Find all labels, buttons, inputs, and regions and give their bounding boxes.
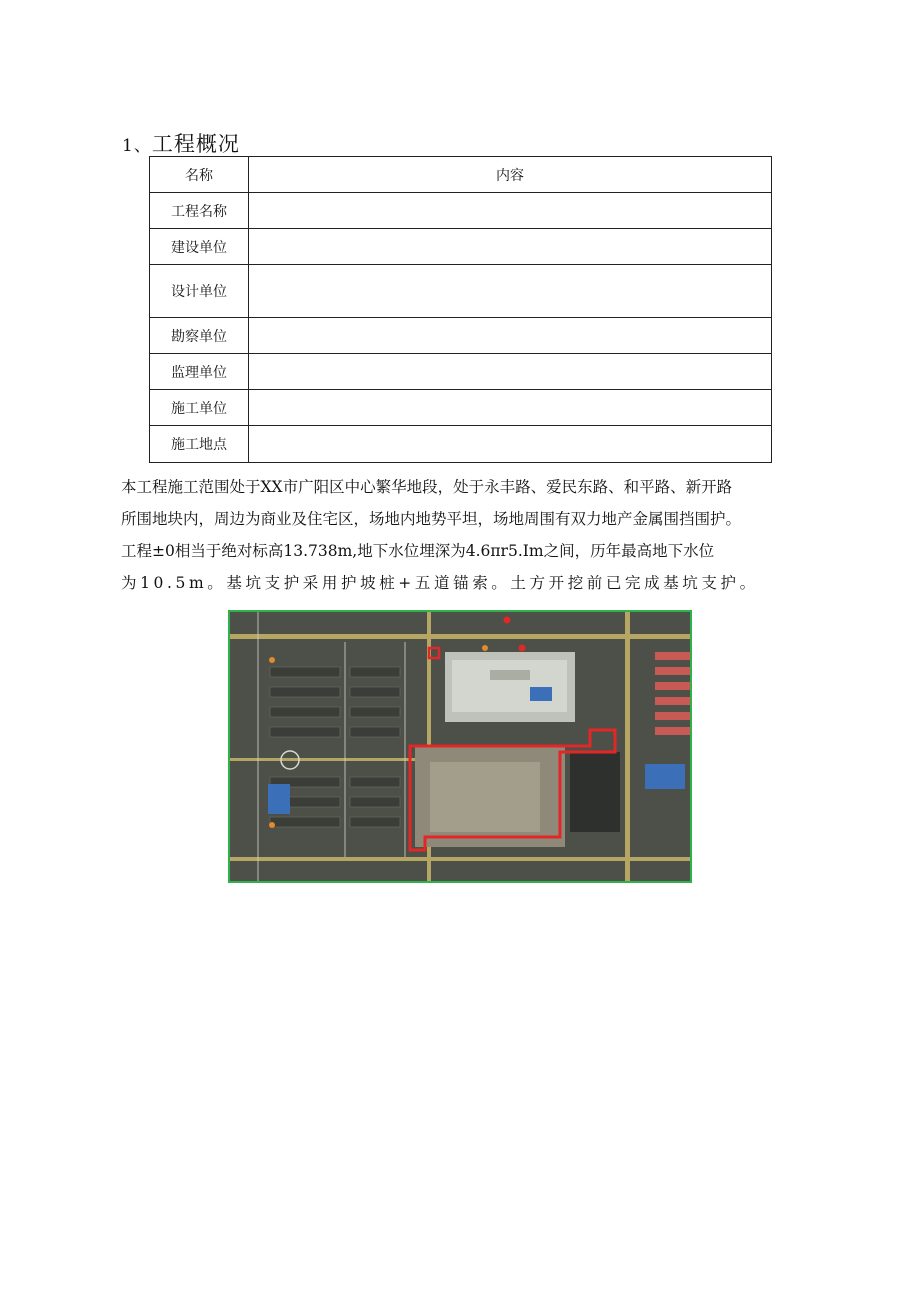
description-line: 为10.5m。基坑支护采用护坡桩+五道锚索。土方开挖前已完成基坑支护。 [121, 574, 759, 592]
row-label: 施工单位 [150, 390, 249, 426]
table-row [150, 193, 772, 229]
description-line: 所围地块内，周边为商业及住宅区，场地内地势平坦，场地周围有双力地产金属围挡围护。 [121, 510, 742, 528]
row-value [249, 354, 772, 390]
row-value [249, 318, 772, 354]
table-header-row [150, 157, 772, 193]
table-row [150, 354, 772, 390]
row-value [249, 193, 772, 229]
table-row [150, 229, 772, 265]
row-value [249, 390, 772, 426]
row-value [249, 229, 772, 265]
row-label: 建设单位 [150, 229, 249, 265]
project-description [121, 471, 801, 599]
section-heading [122, 128, 240, 158]
section-title: 工程概况 [151, 132, 240, 156]
satellite-image [230, 612, 690, 881]
description-line: 本工程施工范围处于XX市广阳区中心繁华地段，处于永丰路、爱民东路、和平路、新开路 [121, 478, 733, 496]
section-number: 1、 [122, 136, 152, 156]
row-label: 勘察单位 [150, 318, 249, 354]
row-value [249, 265, 772, 318]
row-label: 设计单位 [150, 265, 249, 318]
project-info-table [149, 156, 772, 463]
row-value [249, 426, 772, 463]
table-row [150, 318, 772, 354]
table-row [150, 265, 772, 318]
row-label: 工程名称 [150, 193, 249, 229]
table-row [150, 426, 772, 463]
row-label: 监理单位 [150, 354, 249, 390]
description-line: 工程±0相当于绝对标高13.738m,地下水位埋深为4.6πr5.Im之间，历年最高地下水位 [121, 542, 715, 560]
table-row [150, 390, 772, 426]
header-name: 名称 [150, 157, 249, 193]
row-label: 施工地点 [150, 426, 249, 463]
site-satellite-map [228, 610, 692, 883]
header-content: 内容 [249, 157, 772, 193]
